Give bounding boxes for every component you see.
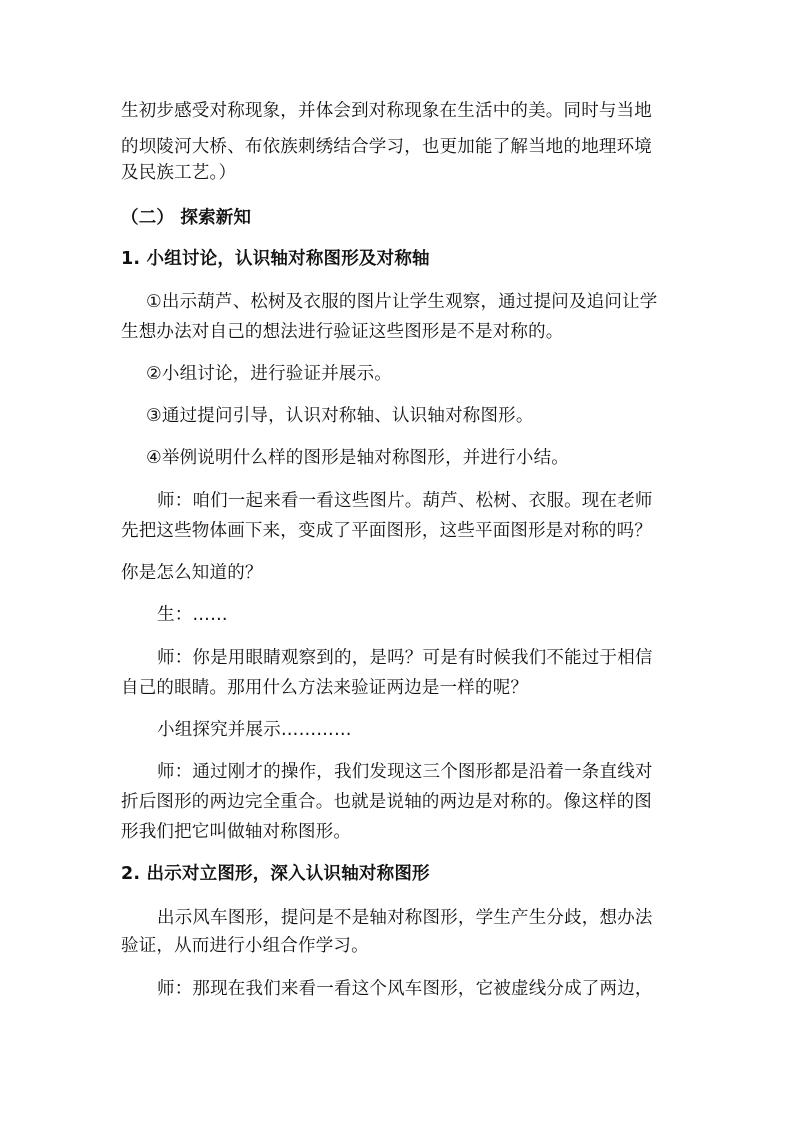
- para-2-line-2: 验证，从而进行小组合作学习。: [121, 936, 369, 956]
- teacher-1-line-1: 师：咱们一起来看一看这些图片。葫芦、松树、衣服。现在老师: [157, 491, 653, 511]
- teacher-1-line-2: 先把这些物体画下来，变成了平面图形，这些平面图形是对称的吗？: [121, 521, 652, 541]
- intro-line-2: 的坝陵河大桥、布依族刺绣结合学习，也更加能了解当地的地理环境: [121, 137, 652, 157]
- section-title: （二） 探索新知: [121, 208, 252, 228]
- teacher-1-line-3: 你是怎么知道的？: [121, 563, 263, 583]
- step-3: ③通过提问引导，认识对称轴、认识轴对称图形。: [146, 406, 534, 426]
- teacher-2-line-1: 师：你是用眼睛观察到的，是吗？可是有时候我们不能过于相信: [157, 648, 653, 668]
- teacher-3-line-1: 师：通过刚才的操作，我们发现这三个图形都是沿着一条直线对: [157, 762, 653, 782]
- subsection-1-title: 1. 小组讨论，认识轴对称图形及对称轴: [121, 249, 430, 269]
- teacher-2-line-2: 自己的眼睛。那用什么方法来验证两边是一样的呢？: [121, 678, 529, 698]
- step-1-line-1: ①出示葫芦、松树及衣服的图片让学生观察，通过提问及追问让学: [146, 292, 658, 312]
- step-4: ④举例说明什么样的图形是轴对称图形，并进行小结。: [146, 448, 569, 468]
- step-2: ②小组讨论，进行验证并展示。: [146, 364, 392, 384]
- intro-line-1: 生初步感受对称现象，并体会到对称现象在生活中的美。同时与当地: [121, 101, 652, 121]
- para-2-line-1: 出示风车图形，提问是不是轴对称图形，学生产生分歧，想办法: [157, 908, 653, 928]
- teacher-4-line-1: 师：那现在我们来看一看这个风车图形，它被虚线分成了两边，: [157, 979, 653, 999]
- group-explore: 小组探究并展示…………: [157, 720, 352, 740]
- subsection-2-title: 2. 出示对立图形，深入认识轴对称图形: [121, 864, 430, 884]
- teacher-3-line-3: 形我们把它叫做轴对称图形。: [121, 822, 352, 842]
- student-1: 生：……: [157, 605, 228, 625]
- intro-line-3: 及民族工艺。）: [121, 163, 237, 183]
- teacher-3-line-2: 折后图形的两边完全重合。也就是说轴的两边是对称的。像这样的图: [121, 792, 652, 812]
- step-1-line-2: 生想办法对自己的想法进行验证这些图形是不是对称的。: [121, 322, 564, 342]
